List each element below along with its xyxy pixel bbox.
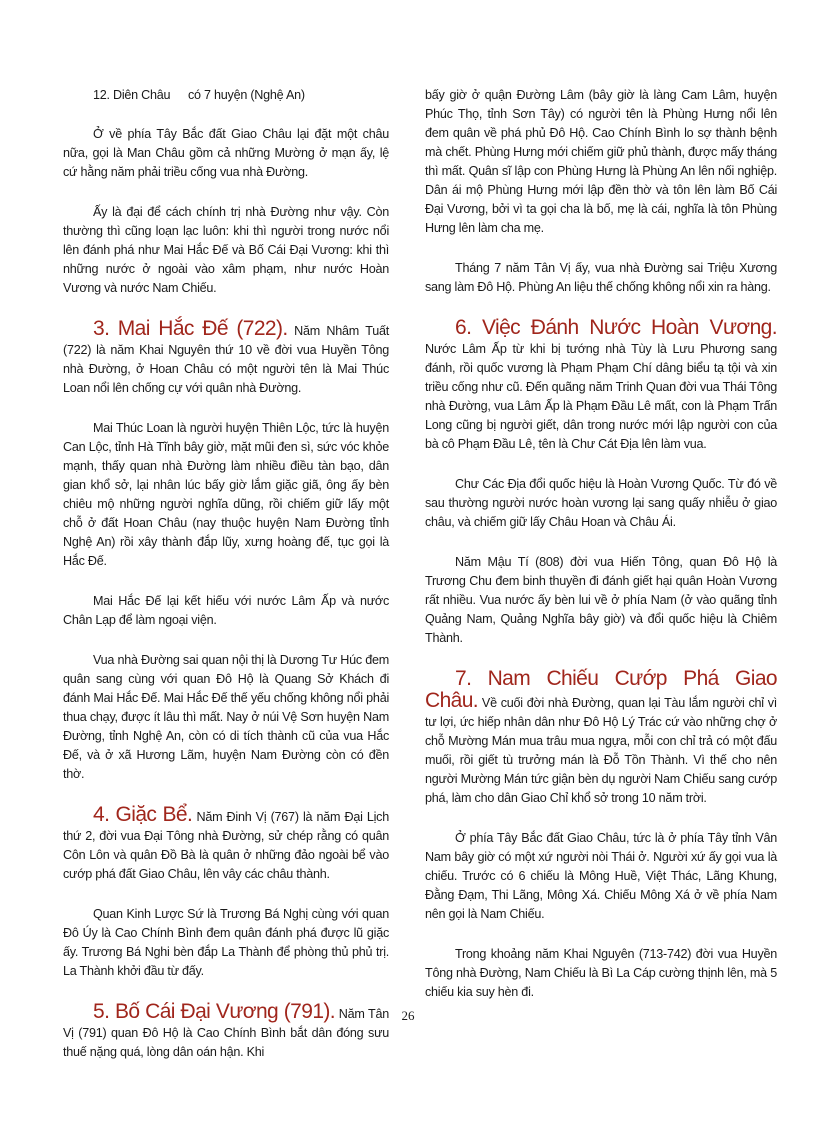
section-heading: 6. Việc Đánh Nước Hoàn Vương.: [455, 316, 777, 339]
right-column: [425, 86, 777, 1023]
section-7: [425, 669, 777, 808]
paragraph: Trong khoảng năm Khai Nguyên (713-742) đời vua Huyền Tông nhà Đường, Nam Chiếu là Bì La Cáp cường thịnh lên, mà 5 chiếu kia suy hèn đi.: [425, 947, 777, 999]
paragraph: Mai Hắc Đế lại kết hiếu với nước Lâm Ấp và nước Chân Lạp để làm ngoại viện.: [63, 594, 389, 627]
item-12-label: 12. Diên Châu: [93, 88, 171, 102]
paragraph: Quan Kinh Lược Sứ là Trương Bá Nghị cùng với quan Đô Úy là Cao Chính Bình đem quân đánh phá được lũ giặc ấy. Trương Bá Nghi bèn đắp La Thành để phòng thủ phủ trị. La Thành khởi đầu từ đấy.: [63, 907, 389, 978]
paragraph: Mai Thúc Loan là người huyện Thiên Lộc, tức là huyện Can Lộc, tỉnh Hà Tĩnh bây giờ, mặt mũi đen sì, sức vóc khỏe mạnh, thấy quan nhà Đường làm nhiều điều tàn bạo, dân gian khổ sở, lại nhân lúc bấy giờ lắm giặc giã, ông ấy bèn chiêu mộ những người nghĩa dũng, rồi chiếm giữ lấy một chỗ ở đất Hoan Châu (nay thuộc huyện Nam Đường tỉnh Nghệ An) rồi xây thành đắp lũy, xưng hoàng đế, tục gọi là Hắc Đế.: [63, 421, 389, 568]
item-12-line: [63, 86, 389, 105]
paragraph: Ở phía Tây Bắc đất Giao Châu, tức là ở phía Tây tỉnh Vân Nam bây giờ có một xứ người nòi Thái ở. Người xứ ấy gọi vua là chiếu. Trước có 6 chiếu là Mông Huề, Việt Thác, Lãng Khung, Đằng Đạm, Thi Lãng, Mông Xá. Chiếu Mông Xá ở về phía Nam nên gọi là Nam Chiếu.: [425, 831, 777, 921]
section-3: [63, 319, 389, 398]
section-6: [425, 318, 777, 454]
section-heading: 5. Bố Cái Đại Vương (791).: [93, 1000, 336, 1023]
section-text: Về cuối đời nhà Đường, quan lại Tàu lắm người chỉ vì tư lợi, ức hiếp nhân dân như Đô Hộ Lý Trác cứ vào những chợ ở chỗ Mường Mán mua trâu mua ngựa, mỗi con chỉ trả có một đấu muối, rồi giết tù trưởng mán là Đỗ Tồn Thành. Vì thế cho nên người Mường Mán tức giận bèn dụ người Nam Chiếu sang cướp phá, làm cho dân Giao Chỉ khổ sở trong 10 năm trời.: [425, 696, 777, 805]
section-heading: 3. Mai Hắc Đế (722).: [93, 317, 288, 340]
paragraph: Chư Các Địa đổi quốc hiệu là Hoàn Vương Quốc. Từ đó về sau thường người nước hoàn vương lại sang quấy nhiễu ở giao châu, và chiếm giữ lấy Châu Hoan và Châu Ái.: [425, 477, 777, 529]
left-column: [63, 86, 389, 1083]
item-12-value: có 7 huyện (Nghệ An): [188, 88, 305, 102]
page-number: 26: [401, 1008, 415, 1023]
paragraph: Vua nhà Đường sai quan nội thị là Dương Tư Húc đem quân sang cùng với quan Đô Hộ là Quang Sở Khách đi đánh Mai Hắc Đế. Mai Hắc Đế thế yếu chống không nổi phải thua chạy, được ít lâu thì mất. Nay ở núi Vệ Sơn huyện Nam Đường, tỉnh Nghệ An, còn có di tích thành cũ của vua Hắc Đế, và ở xã Hương Lãm, huyện Nam Đường còn có đền thờ.: [63, 653, 389, 781]
paragraph: Tháng 7 năm Tân Vị ấy, vua nhà Đường sai Triệu Xương sang làm Đô Hộ. Phùng An liệu thế chống không nổi xin ra hàng.: [425, 261, 777, 294]
paragraph: Ở về phía Tây Bắc đất Giao Châu lại đặt một châu nữa, gọi là Man Châu gồm cả những Mường ở mạn ấy, lệ cứ hằng năm phải triều cống vua nhà Đường.: [63, 127, 389, 179]
section-heading: 4. Giặc Bể.: [93, 803, 193, 826]
paragraph: Ấy là đại để cách chính trị nhà Đường như vậy. Còn thường thì cũng loạn lạc luôn: khi thì người trong nước nổi lên đánh phá như Mai Hắc Đế và Bố Cái Đại Vương: khi thì những nước ở ngoài vào xâm phạm, như nước Hoàn Vương và nước Nam Chiếu.: [63, 205, 389, 295]
section-4: [63, 805, 389, 884]
section-text: Năm Tân Vị (791) quan Đô Hộ là Cao Chính Bình bắt dân đóng sưu thuế nặng quá, lòng dân oán hận. Khi: [63, 1007, 389, 1059]
section-heading: 7. Nam Chiếu Cướp Phá Giao Châu.: [425, 667, 777, 712]
section-text: Năm Đinh Vị (767) là năm Đại Lịch thứ 2, đời vua Đại Tông nhà Đường, sử chép rằng có quân Côn Lôn và quân Đồ Bà là quân ở những đảo ngoài bể vào cướp phá đất Giao Châu, lên vây các châu thành.: [63, 810, 389, 881]
paragraph: Năm Mậu Tí (808) đời vua Hiến Tông, quan Đô Hộ là Trương Chu đem binh thuyền đi đánh giết hại quân Hoàn Vương rất nhiều. Vua nước ấy bèn lui về ở phía Nam (ở vào quãng tỉnh Quảng Nam, Quảng Nghĩa bây giờ) và đổi quốc hiệu là Chiêm Thành.: [425, 555, 777, 645]
section-text: Nước Lâm Ấp từ khi bị tướng nhà Tùy là Lưu Phương sang đánh, rồi quốc vương là Phạm Phạm Chí dâng biểu tạ tội và xin triều cống như cũ. Đến quãng năm Trinh Quan đời vua Thái Tông nhà Đường, vua Lâm Ấp là Phạm Đầu Lê mất, con là Phạm Trấn Long cũng bị người giết, dân trong nước mới lập người con của bà cô Phạm Đầu Lê, tên là Chư Cát Địa lên làm vua.: [425, 342, 777, 451]
section-text: Năm Nhâm Tuất (722) là năm Khai Nguyên thứ 10 về đời vua Huyền Tông nhà Đường, ở Hoan Châu có một người tên là Mai Thúc Loan nổi lên chống cự với quân nhà Đường.: [63, 324, 389, 395]
paragraph: bấy giờ ở quận Đường Lâm (bây giờ là làng Cam Lâm, huyện Phúc Thọ, tỉnh Sơn Tây) có người tên là Phùng Hưng nổi lên đem quân về phá phủ Đô Hộ. Cao Chính Bình lo sợ thành bệnh mà chết. Phùng Hưng mới chiếm giữ phủ thành, được mấy tháng thì mất. Quân sĩ lập con Phùng Hưng là Phùng An lên nối nghiệp. Dân ái mộ Phùng Hưng mới lập đền thờ và tôn lên làm Bố Cái Đại Vương, bởi vì ta gọi cha là bố, mẹ là cái, nghĩa là tôn Phùng Hưng lên làm cha mẹ.: [425, 88, 777, 235]
